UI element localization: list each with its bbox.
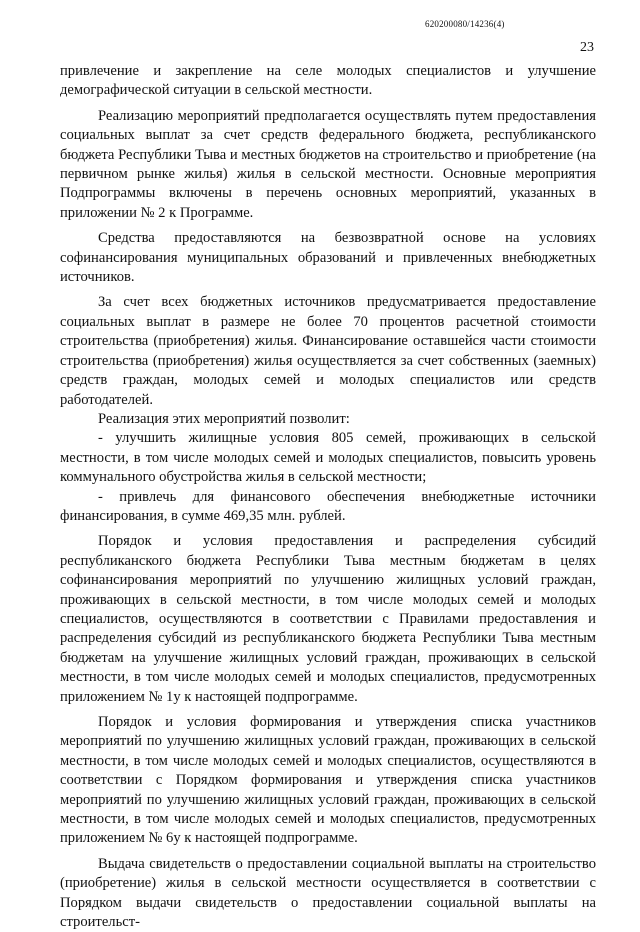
document-id: 620200080/14236(4) <box>425 19 505 29</box>
list-item: - улучшить жилищные условия 805 семей, проживающих в сельской местности, в том числе молодых семей и молодых специалистов, повысить уровень коммунального обустройства жилья в сельской местности; <box>60 430 596 486</box>
paragraph: Порядок и условия формирования и утверждения списка участников мероприятий по улучшению жилищных условий граждан, проживающих в сельской местности, в том числе молодых семей и молодых специалистов, осуществляются в соответствии с Порядком формирования и утверждения списка участников мероприятий по улучшению жилищных условий граждан, проживающих в сельской местности, в том числе молодых семей и молодых специалистов, предусмотренных приложением № 6у к настоящей подпрограмме. <box>60 714 596 847</box>
paragraph: За счет всех бюджетных источников предусматривается предоставление социальных выплат в размере не более 70 процентов расчетной стоимости строительства (приобретения) жилья. Финансирование оставшейся части стоимости строительства (приобретения) жилья осуществляется за счет собственных (заемных) средств граждан, молодых семей и молодых специалистов или средств работодателей. <box>60 294 596 408</box>
paragraph: Реализацию мероприятий предполагается осуществлять путем предоставления социальных выплат за счет средств федерального бюджета, республиканского бюджета Республики Тыва и местных бюджетов на строительство и приобретение (на первичном рынке жилья) жилья в сельской местности. Основные мероприятия Подпрограммы включены в перечень основных мероприятий, указанных в приложении № 2 к Программе. <box>60 107 596 221</box>
paragraph: привлечение и закрепление на селе молодых специалистов и улучшение демографической ситуации в сельской местности. <box>60 63 596 99</box>
page-number: 23 <box>580 40 594 55</box>
paragraph: Средства предоставляются на безвозвратной основе на условиях софинансирования муниципальных образований и привлеченных внебюджетных источников. <box>60 230 596 286</box>
document-body <box>60 62 596 932</box>
list-item: - привлечь для финансового обеспечения внебюджетные источники финансирования, в сумме 469,35 млн. рублей. <box>60 488 596 524</box>
paragraph: Выдача свидетельств о предоставлении социальной выплаты на строительство (приобретение) жилья в сельской местности осуществляется в соответствии с Порядком выдачи свидетельств о предоставлении социальной выплаты на строительст- <box>60 855 596 931</box>
paragraph: Порядок и условия предоставления и распределения субсидий республиканского бюджета Республики Тыва местным бюджетам в целях софинансирования мероприятий по улучшению жилищных условий граждан, проживающих в сельской местности, в том числе молодых семей и молодых специалистов, осуществляются в соответствии с Правилами предоставления и распределения субсидий из республиканского бюджета Республики Тыва местным бюджетам на улучшение жилищных условий граждан, проживающих в сельской местности, в том числе молодых семей и молодых специалистов, предусмотренных приложением № 1у к настоящей подпрограмме. <box>60 533 596 705</box>
paragraph: Реализация этих мероприятий позволит: <box>98 410 350 427</box>
